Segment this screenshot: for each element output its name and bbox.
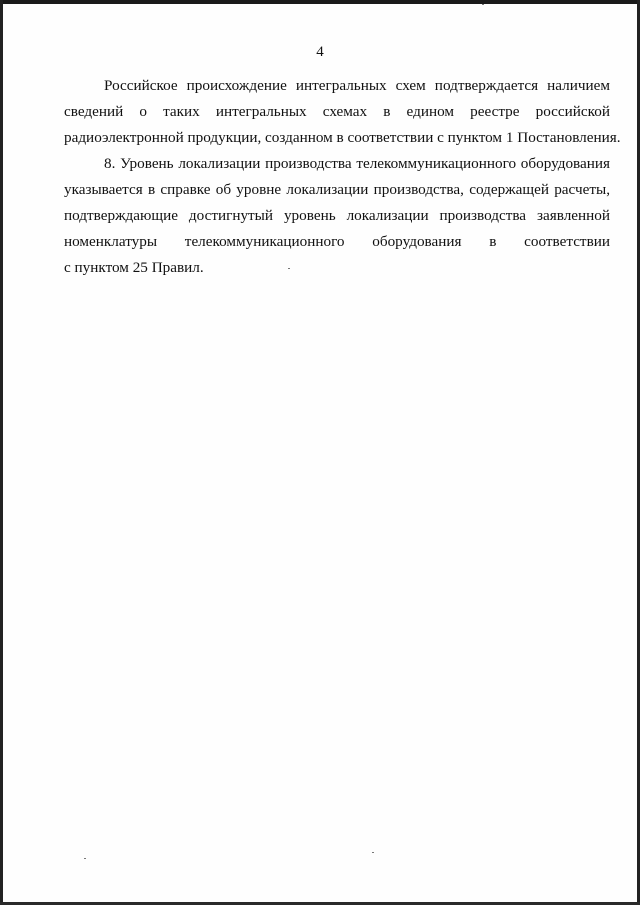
text-line: радиоэлектронной продукции, созданном в соответствии с пунктом 1 Постановления. <box>64 129 621 146</box>
text-line: 8. Уровень локализации производства телекоммуникационного оборудования <box>104 155 610 172</box>
text-line: сведений о таких интегральных схемах в едином реестре российской <box>64 103 610 120</box>
scan-speck <box>288 268 290 269</box>
text-line: Российское происхождение интегральных схем подтверждается наличием <box>104 77 610 94</box>
scan-border-left <box>0 0 3 905</box>
text-line: подтверждающие достигнутый уровень локализации производства заявленной <box>64 207 610 224</box>
scan-speck <box>84 858 86 859</box>
text-line: указывается в справке об уровне локализации производства, содержащей расчеты, <box>64 181 610 198</box>
paragraph-localization <box>64 151 610 281</box>
paragraph-origin <box>64 73 621 151</box>
document-body <box>64 73 621 281</box>
scan-speck <box>482 4 484 5</box>
text-line: номенклатуры телекоммуникационного оборудования в соответствии <box>64 233 610 250</box>
scan-border-top <box>0 0 640 4</box>
page-number: 4 <box>316 44 324 60</box>
scan-speck <box>372 852 374 853</box>
text-line: с пунктом 25 Правил. <box>64 259 204 276</box>
